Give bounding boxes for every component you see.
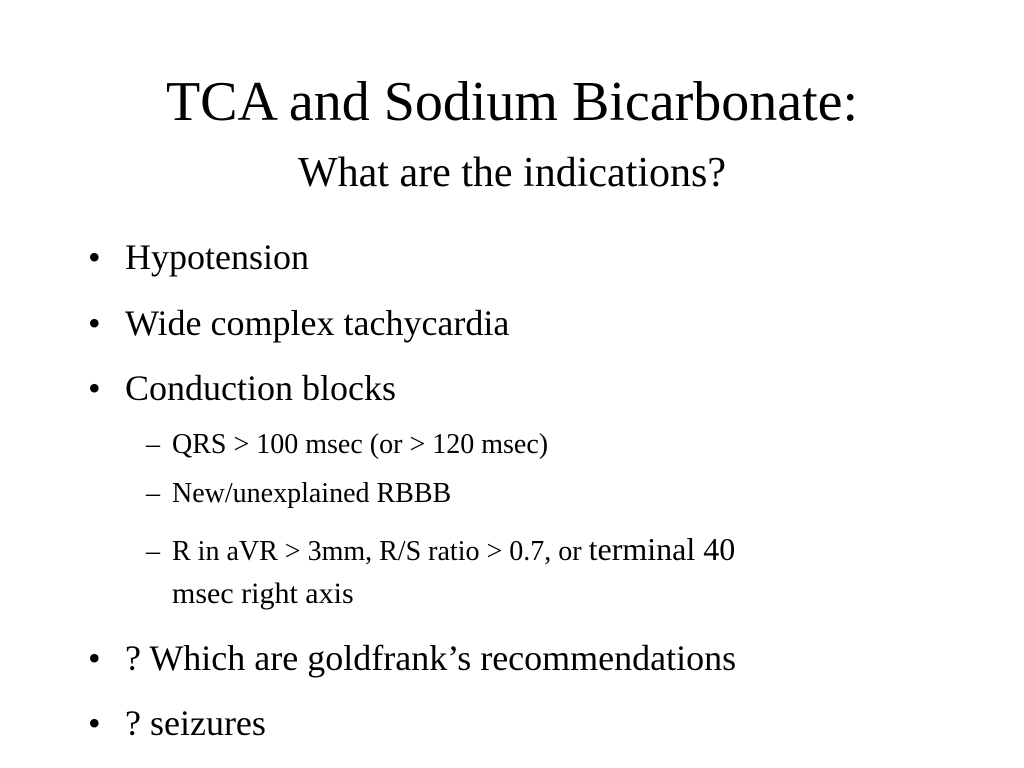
sub-bullet-rbbb — [146, 476, 451, 512]
sub-bullet-avr — [146, 531, 735, 570]
slide-title: TCA and Sodium Bicarbonate: — [165, 71, 859, 133]
dash-mark: – — [146, 429, 160, 460]
bullet-mark: • — [88, 237, 101, 277]
bullet-mark: • — [88, 703, 101, 743]
dash-mark: – — [146, 478, 160, 509]
bullet-item-goldfrank — [88, 636, 736, 680]
sub-bullet-text: R in aVR > 3mm, R/S ratio > 0.7, or — [172, 536, 589, 567]
bullet-mark: • — [88, 638, 101, 678]
bullet-text: Conduction blocks — [125, 368, 396, 408]
bullet-item-wide-complex — [88, 301, 509, 345]
sub-bullet-text: QRS > 100 msec (or > 120 msec) — [172, 429, 549, 460]
bullet-text: ? Which are goldfrank’s recommendations — [125, 638, 737, 678]
bullet-text: Wide complex tachycardia — [125, 303, 510, 343]
bullet-mark: • — [88, 303, 101, 343]
bullet-text: ? seizures — [125, 703, 266, 743]
bullet-mark: • — [88, 368, 101, 408]
sub-bullet-text-large: terminal 40 — [588, 531, 736, 567]
sub-bullet-qrs — [146, 427, 548, 463]
bullet-item-seizures — [88, 701, 266, 745]
slide-subtitle: What are the indications? — [298, 150, 726, 196]
bullet-item-conduction-blocks — [88, 366, 396, 410]
sub-bullet-text: New/unexplained RBBB — [172, 478, 452, 509]
sub-bullet-continuation: msec right axis — [172, 577, 354, 610]
dash-mark: – — [146, 536, 160, 567]
bullet-item-hypotension — [88, 235, 309, 279]
bullet-text: Hypotension — [125, 237, 309, 277]
